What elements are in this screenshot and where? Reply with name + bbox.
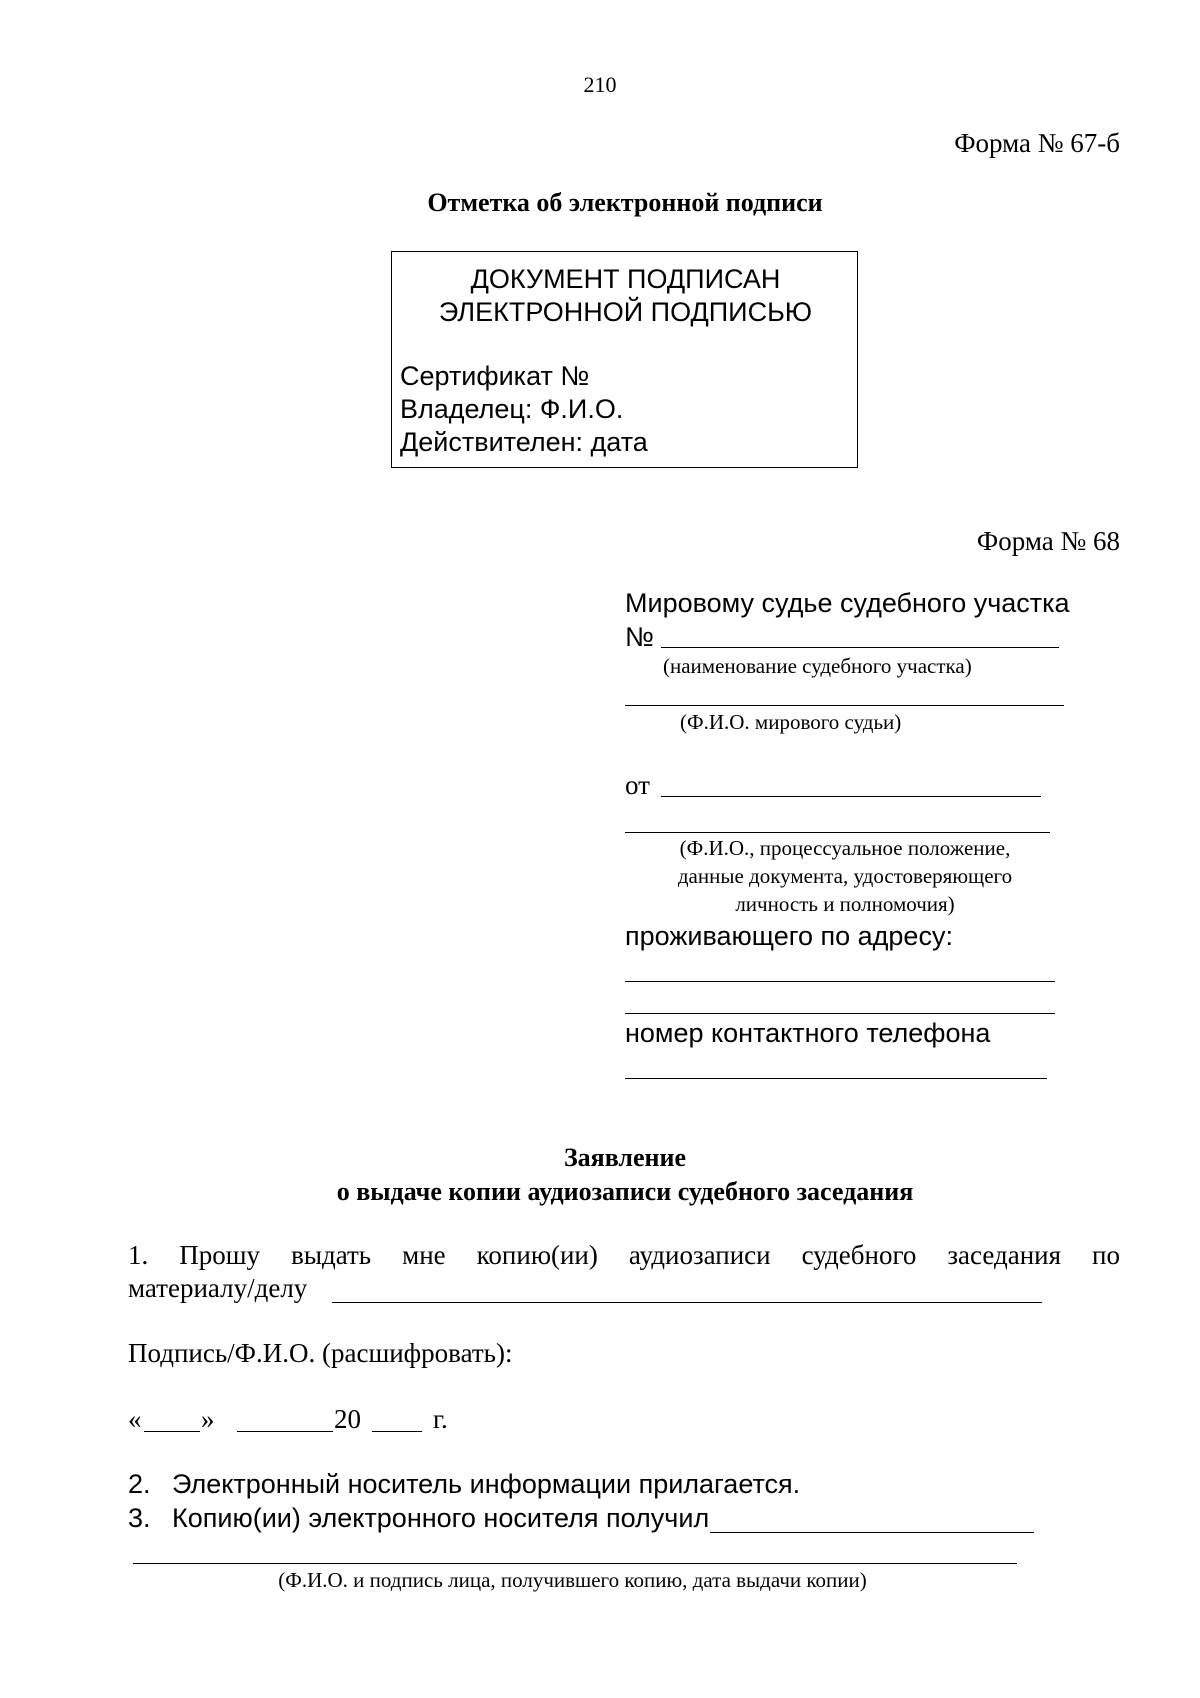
date-open-quote: « (128, 1404, 142, 1434)
from-label: от (625, 770, 650, 800)
case-number-field[interactable] (332, 1302, 1042, 1303)
signature-mark-title: Отметка об электронной подписи (427, 188, 823, 217)
phone-label: номер контактного телефона (625, 1018, 991, 1048)
applicant-caption-line3: личность и полномочия) (735, 892, 955, 916)
stamp-owner: Владелец: Ф.И.О. (400, 394, 624, 424)
page-number: 210 (583, 72, 617, 97)
judge-name-field[interactable] (625, 705, 1064, 706)
item1-request-text: 1. Прошу выдать мне копию(ии) аудиозаписи судебного заседания по (128, 1240, 1120, 1270)
court-number-sign: № (625, 622, 654, 652)
date-month-field[interactable] (237, 1431, 333, 1432)
address-field-line1[interactable] (625, 981, 1055, 982)
receiver-field[interactable] (710, 1532, 1034, 1533)
date-day-field[interactable] (144, 1431, 200, 1432)
date-year-prefix: 20 (334, 1404, 361, 1434)
electronic-signature-stamp (391, 251, 858, 468)
item3-number: 3. (128, 1503, 151, 1533)
application-title: Заявление (563, 1143, 687, 1172)
stamp-heading-line1: ДОКУМЕНТ ПОДПИСАН (470, 264, 781, 294)
item3-text: Копию(ии) электронного носителя получил (172, 1503, 710, 1533)
date-close-quote: » (201, 1404, 215, 1434)
stamp-heading-line2: ЭЛЕКТРОННОЙ ПОДПИСЬЮ (438, 297, 813, 327)
stamp-certificate: Сертификат № (400, 361, 590, 391)
address-field-line2[interactable] (625, 1013, 1055, 1014)
applicant-details-field[interactable] (625, 832, 1050, 833)
applicant-caption-line2: данные документа, удостоверяющего (677, 864, 1013, 888)
item2-number: 2. (128, 1469, 151, 1499)
court-number-field[interactable] (661, 647, 1059, 648)
item2-text: Электронный носитель информации прилагается. (172, 1469, 801, 1499)
judge-name-caption: (Ф.И.О. мирового судьи) (680, 710, 902, 734)
phone-field[interactable] (625, 1078, 1047, 1079)
item1-case-label: материалу/делу (128, 1273, 308, 1303)
addressee-to-judge: Мировому судье судебного участка (625, 588, 1070, 618)
application-subtitle: о выдаче копии аудиозаписи судебного заседания (336, 1177, 914, 1206)
signature-label: Подпись/Ф.И.О. (расшифровать): (128, 1338, 513, 1368)
applicant-caption-line1: (Ф.И.О., процессуальное положение, (679, 836, 1011, 860)
date-year-suffix: г. (433, 1404, 448, 1434)
applicant-name-field[interactable] (661, 796, 1041, 797)
date-year-field[interactable] (372, 1431, 422, 1432)
receiver-details-field[interactable] (133, 1563, 1017, 1564)
form-68-label: Форма № 68 (976, 526, 1120, 556)
residing-address-label: проживающего по адресу: (625, 921, 953, 951)
court-name-caption: (наименование судебного участка) (663, 654, 972, 678)
stamp-validity: Действителен: дата (400, 427, 648, 457)
form-67b-label: Форма № 67-б (954, 128, 1120, 158)
receiver-caption: (Ф.И.О. и подпись лица, получившего копию, дата выдачи копии) (278, 1568, 867, 1592)
